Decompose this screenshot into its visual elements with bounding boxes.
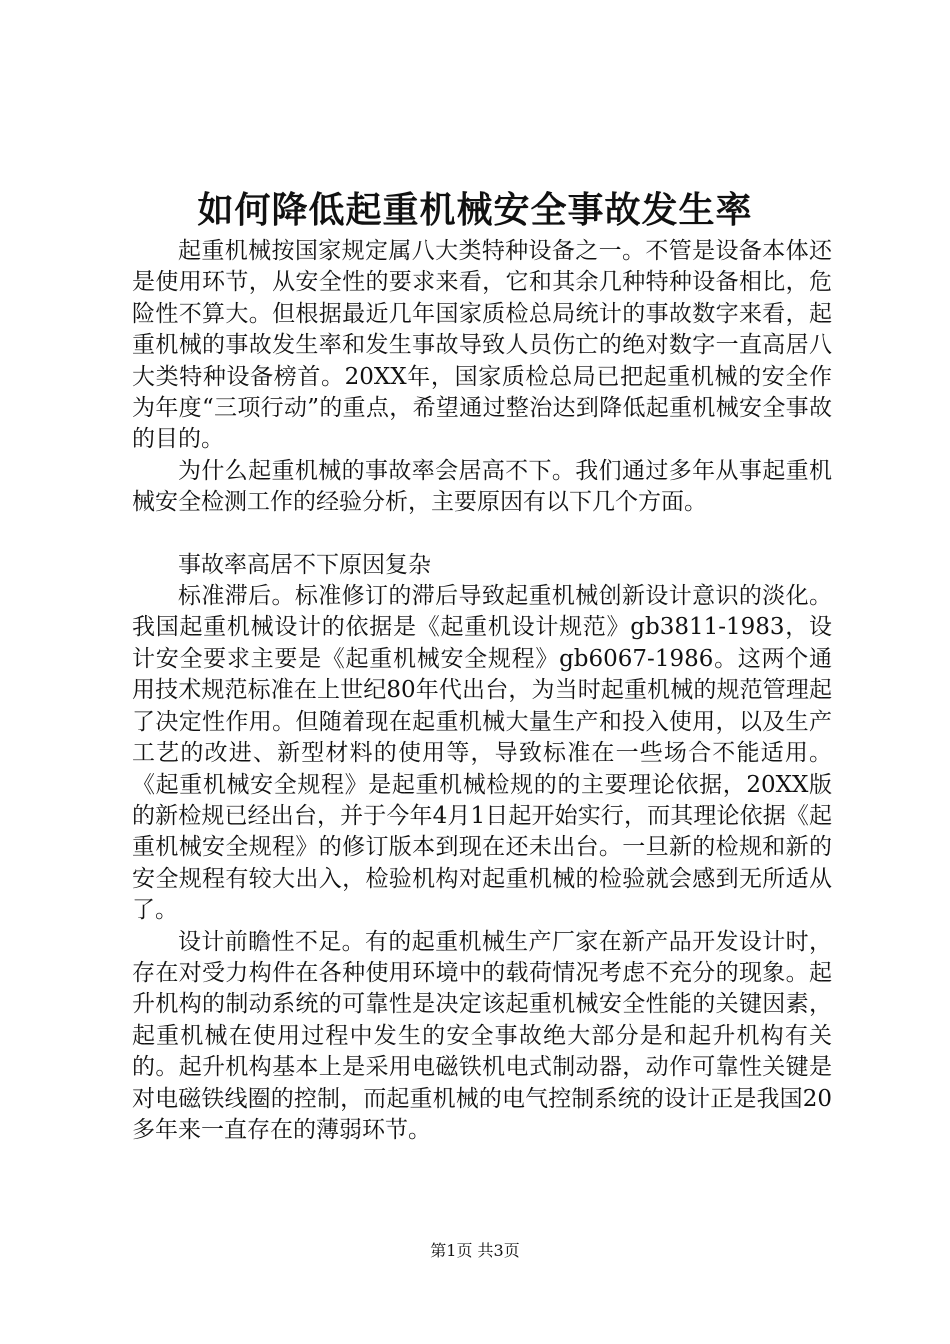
section-heading: 事故率高居不下原因复杂 [178,551,431,578]
paragraph-design-foresight: 设计前瞻性不足。有的起重机械生产厂家在新产品开发设计时，存在对受力构件在各种使用环境中的载荷情况考虑不充分的现象。起升机构的制动系统的可靠性是决定该起重机械安全性能的关键因素，起重机械在使用过程中发生的安全事故绝大部分是和起升机构有关的。起升机构基本上是采用电磁铁机电式制动器，动作可靠性关键是对电磁铁线圈的控制，而起重机械的电气控制系统的设计正是我国20多年来一直存在的薄弱环节。 [132,928,832,1143]
paragraph-intro: 起重机械按国家规定属八大类特种设备之一。不管是设备本体还是使用环节，从安全性的要求来看，它和其余几种特种设备相比，危险性不算大。但根据最近几年国家质检总局统计的事故数字来看，起重机械的事故发生率和发生事故导致人员伤亡的绝对数字一直高居八大类特种设备榜首。20XX年，国家质检总局已把起重机械的安全作为年度“三项行动”的重点，希望通过整治达到降低起重机械安全事故的目的。 [132,238,832,453]
document-title: 如何降低起重机械安全事故发生率 [197,189,753,231]
paragraph-standards-lag: 标准滞后。标准修订的滞后导致起重机械创新设计意识的淡化。我国起重机械设计的依据是《起重机设计规范》gb3811-1983，设计安全要求主要是《起重机械安全规程》gb6067-1986。这两个通用技术规范标准在上世纪80年代出台，为当时起重机械的规范管理起了决定性作用。但随着现在起重机械大量生产和投入使用，以及生产工艺的改进、新型材料的使用等，导致标准在一些场合不能适用。《起重机械安全规程》是起重机械检规的的主要理论依据，20XX版的新检规已经出台，并于今年4月1日起开始实行，而其理论依据《起重机械安全规程》的修订版本到现在还未出台。一旦新的检规和新的安全规程有较大出入，检验机构对起重机械的检验就会感到无所适从了。 [132,583,832,924]
document-body [132,236,832,1146]
page-number-footer: 第1页 共3页 [430,1241,520,1260]
paragraph-reasons-question: 为什么起重机械的事故率会居高不下。我们通过多年从事起重机械安全检测工作的经验分析，主要原因有以下几个方面。 [132,457,832,516]
